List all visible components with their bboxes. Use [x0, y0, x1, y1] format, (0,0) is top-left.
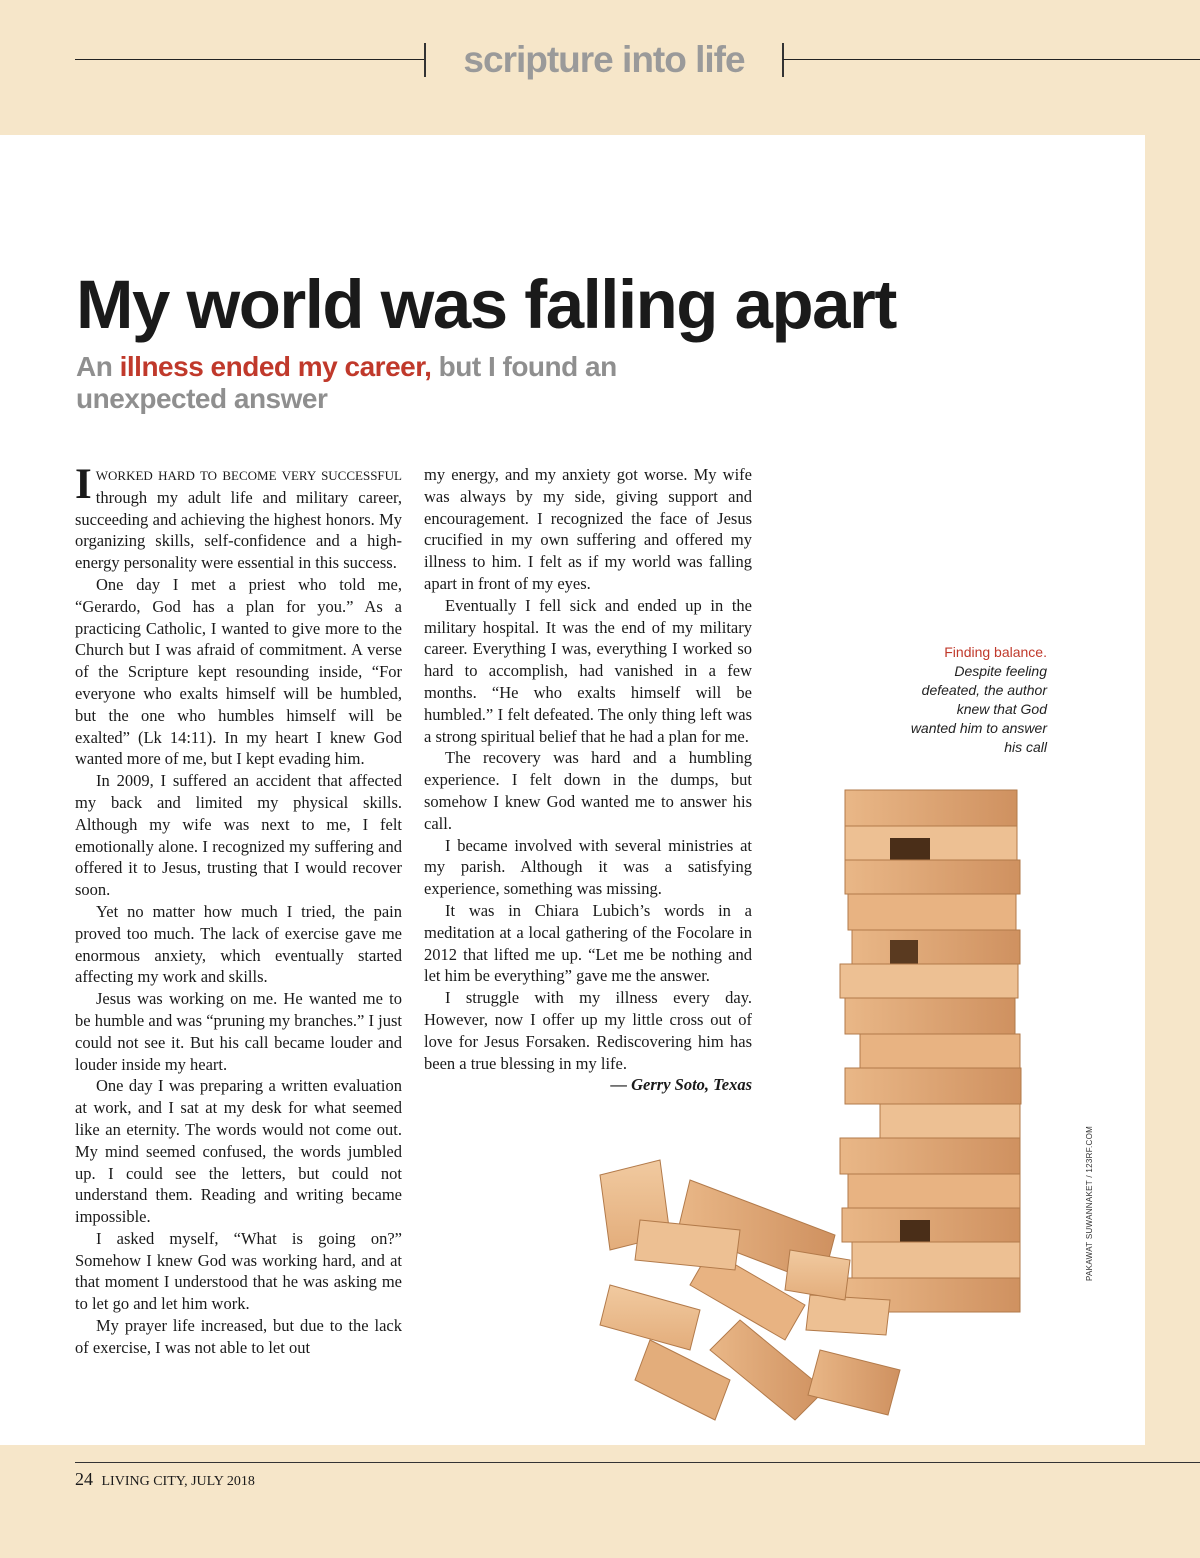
column-1 — [75, 461, 402, 1359]
header-rule-left — [75, 59, 425, 60]
paragraph: Yet no matter how much I tried, the pain proved too much. The lack of exercise gave me enormous anxiety, which eventually started affecting my work and skills. — [75, 901, 402, 987]
lead-paragraph — [75, 461, 402, 574]
author-signature: — Gerry Soto, Texas — [610, 1075, 752, 1095]
paragraph: In 2009, I suffered an accident that affected my back and limited my physical skills. Although my wife was next to me, I felt emotionally alone. I recognized my suffering and offered it to Jesus, trusting that I would recover soon. — [75, 771, 402, 900]
continuation-paragraph: my energy, and my anxiety got worse. My wife was always by my side, giving support and encouragement. I recognized the face of Jesus crucified in my own suffering and offered my illness to him. I felt as if my world was falling apart in front of my eyes. — [424, 465, 752, 593]
lead-smallcaps: WORKED HARD TO BECOME VERY SUCCESSFUL — [95, 468, 402, 483]
paragraph: Eventually I fell sick and ended up in the military hospital. It was the end of my military career. Everything I was, everything I worked so hard to accomplish, had vanished in a few months. “He who exalts himself will be humbled.” I felt defeated. The only thing left was a strong spiritual belief that he had a plan for me. — [424, 595, 752, 746]
deck-highlight: illness ended my career, — [119, 351, 432, 382]
paragraph: Jesus was working on me. He wanted me to be humble and was “pruning my branches.” I just could not see it. But his call became louder and louder inside my heart. — [75, 989, 402, 1074]
header-bar-right — [782, 43, 784, 77]
deck — [76, 351, 636, 415]
page-number: 24 — [75, 1469, 93, 1489]
paragraph: The recovery was hard and a humbling experience. I felt down in the dumps, but somehow I knew God wanted me to answer his call. — [424, 748, 752, 833]
paragraph: It was in Chiara Lubich’s words in a meditation at a local gathering of the Focolare in 2012 that lifted me up. “Let me be nothing and let him be everything” gave me the answer. — [424, 900, 752, 986]
caption-title: Finding balance. — [944, 644, 1047, 660]
paragraph: I became involved with several ministries at my parish. Although it was a satisfying experience, something was missing. — [424, 835, 752, 899]
paragraph: One day I was preparing a written evaluation at work, and I sat at my desk for what seemed like an eternity. The words would not come out. My mind seemed confused, the words jumbled up. I could see the letters, but could not understand them. Reading and writing became impossible. — [75, 1076, 402, 1227]
headline: My world was falling apart — [76, 266, 896, 343]
photo-caption — [910, 643, 1047, 757]
paragraph: I asked myself, “What is going on?” Somehow I knew God was working hard, and at that moment I understood that he was asking me to let go and let him work. — [75, 1228, 402, 1314]
photo-credit: PAKAWAT SUWANNAKET / 123RF.COM — [1085, 1125, 1094, 1281]
deck-post: but I found an unexpected answer — [76, 351, 617, 414]
caption-body: Despite feeling defeated, the author knew that God wanted him to answer his call — [910, 663, 1047, 755]
section-title: scripture into life — [463, 39, 745, 80]
deck-pre: An — [76, 351, 120, 382]
footer-rule — [75, 1462, 1200, 1463]
dropcap: I — [75, 461, 92, 508]
paragraph: I struggle with my illness every day. However, now I offer up my little cross out of love for Jesus Forsaken. Rediscovering him has been a true blessing in my life. — [424, 988, 752, 1073]
lead-rest: through my adult life and military career, succeeding and achieving the highest honors. My organizing skills, self-confidence and a high-energy personality were essential in this success. — [75, 487, 402, 573]
paragraph: One day I met a priest who told me, “Gerardo, God has a plan for you.” As a practicing Catholic, I wanted to give more to the Church but I was afraid of commitment. A verse of the Scripture kept resounding inside, “For everyone who exalts himself will be humbled, but the one who humbles himself will be exalted” (Lk 14:11). In my heart I knew God wanted more of me, but I kept evading him. — [75, 574, 402, 769]
paragraph: My prayer life increased, but due to the lack of exercise, I was not able to let out — [75, 1316, 402, 1357]
header-rule-right — [783, 59, 1200, 60]
jenga-tower-photo — [590, 780, 1060, 1445]
publication-info: LIVING CITY, JULY 2018 — [101, 1474, 255, 1489]
footer — [75, 1469, 255, 1490]
